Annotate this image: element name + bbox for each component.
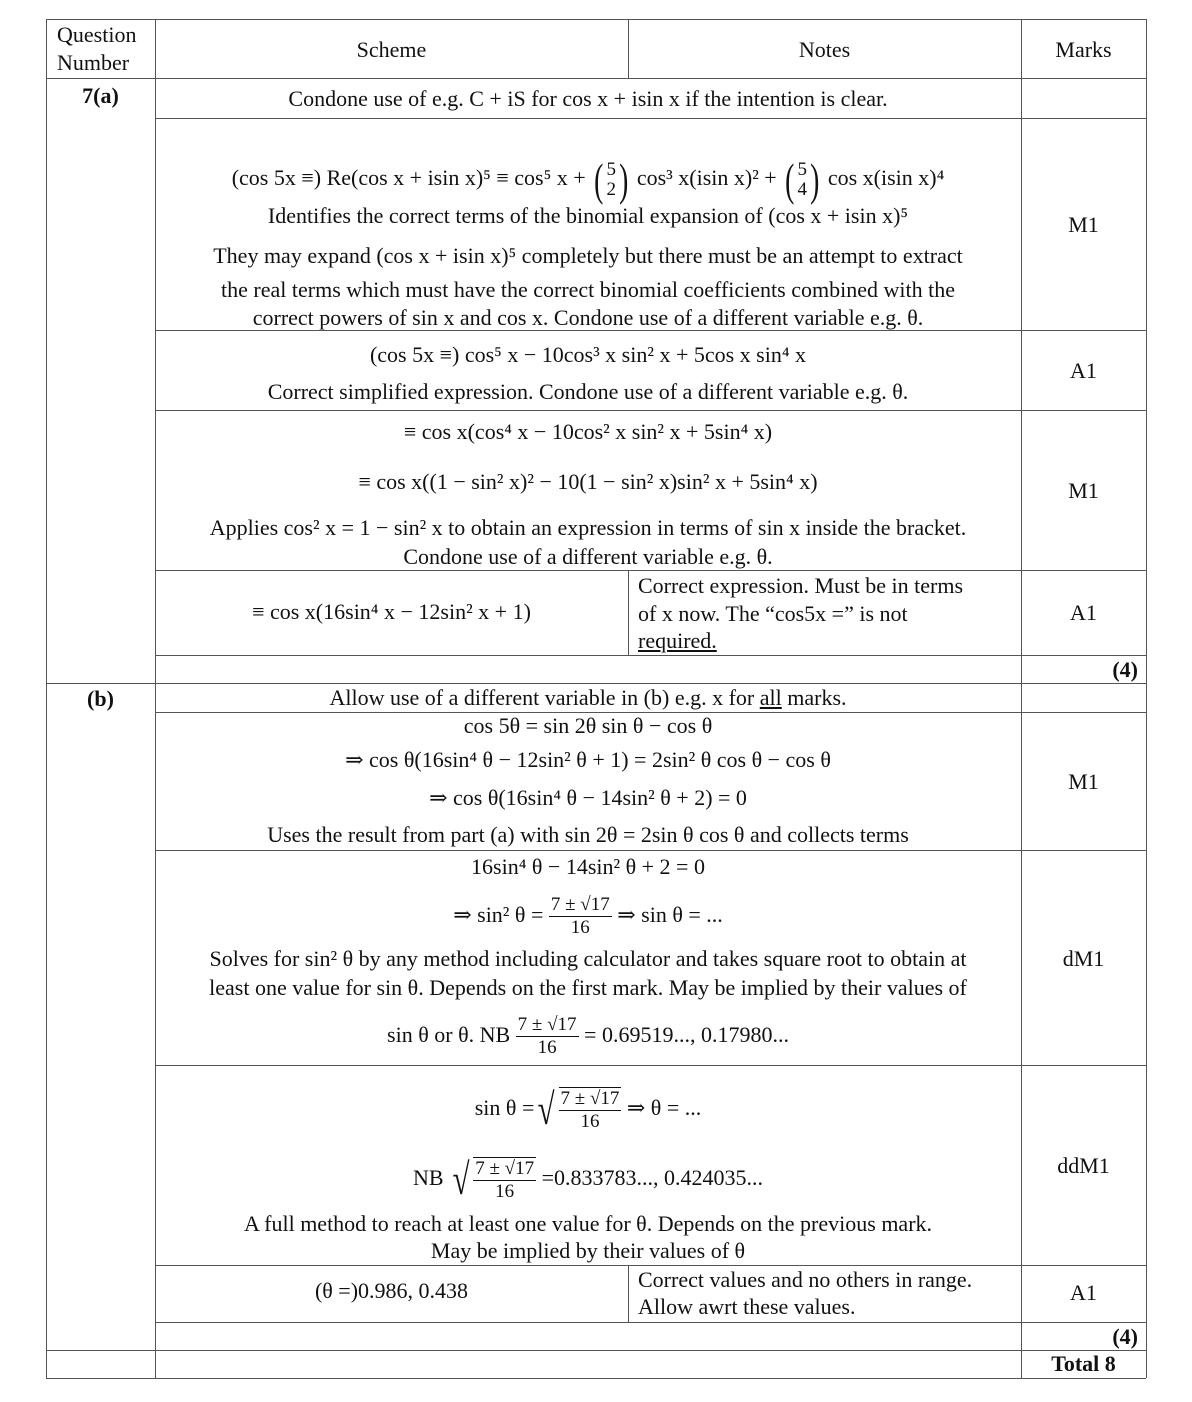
note-line: Applies cos² x = 1 − sin² x to obtain an expression in terms of sin x inside the bracket.	[209, 515, 967, 540]
header-question: Question	[57, 22, 137, 47]
mark-m1: M1	[1068, 769, 1099, 794]
note-line: Condone use of a different variable e.g. θ.	[403, 544, 773, 569]
note-line: required.	[638, 628, 717, 653]
mark-a1: A1	[1070, 600, 1097, 625]
note-line: Identifies the correct terms of the binomial expansion of (cos x + isin x)⁵	[267, 203, 909, 228]
final-expression: ≡ cos x(16sin⁴ x − 12sin² x + 1)	[252, 599, 531, 624]
nb-line: sin θ or θ. NB $\frac{7 \pm √17}{16}$ = 0.69519..., 0.17980...	[387, 1014, 789, 1059]
note-line: May be implied by their values of θ	[430, 1238, 746, 1263]
nb-line: NB √ $\frac{7 \pm √17}{16}$ =0.833783..., 0.424035...	[413, 1154, 763, 1204]
quadratic-equation: 16sin⁴ θ − 14sin² θ + 2 = 0	[471, 854, 705, 879]
allow-note: Allow use of a different variable in (b) e.g. x for all marks.	[329, 685, 847, 710]
mark-a1: A1	[1070, 1280, 1097, 1305]
expression-line: cos 5θ = sin 2θ sin θ − cos θ	[463, 713, 713, 738]
note-line: the real terms which must have the correct binomial coefficients combined with the	[221, 277, 955, 302]
mark-m1: M1	[1068, 212, 1099, 237]
expression-line: ⇒ cos θ(16sin⁴ θ − 12sin² θ + 1) = 2sin² θ cos θ − cos θ	[345, 747, 831, 772]
square-root: √ $\frac{7 \pm √17}{16}$	[537, 1084, 620, 1134]
expression-line: ≡ cos x(cos⁴ x − 10cos² x sin² x + 5sin⁴ x)	[403, 419, 773, 444]
question-b: (b)	[87, 686, 114, 711]
mark-a1: A1	[1070, 358, 1097, 383]
binomial-coefficient: ( 5 4 )	[785, 153, 820, 205]
note-line: Correct simplified expression. Condone use of a different variable e.g. θ.	[267, 379, 909, 404]
expr: (cos 5x ≡) Re(cos x + isin x)⁵ ≡ cos⁵ x +	[231, 165, 586, 190]
mark-m1: M1	[1068, 478, 1099, 503]
note-line: Allow awrt these values.	[638, 1294, 856, 1319]
final-values: (θ =)0.986, 0.438	[314, 1278, 469, 1303]
expr: cos³ x(isin x)² +	[636, 165, 777, 190]
binomial-coefficient: ( 5 2 )	[594, 153, 629, 205]
note-line: least one value for sin θ. Depends on the first mark. May be implied by their values of	[209, 975, 967, 1000]
question-7a: 7(a)	[82, 83, 119, 108]
expression-line: ⇒ cos θ(16sin⁴ θ − 14sin² θ + 2) = 0	[429, 785, 747, 810]
header-marks: Marks	[1055, 37, 1112, 62]
note-line: of x now. The “cos5x =” is not	[638, 601, 908, 626]
note-line: A full method to reach at least one value for θ. Depends on the previous mark.	[243, 1211, 933, 1236]
note-line: Correct expression. Must be in terms	[638, 573, 964, 598]
sqrt-line: sin θ = √ $\frac{7 \pm √17}{16}$ ⇒ θ = ...	[474, 1084, 702, 1134]
total: Total 8	[1051, 1351, 1116, 1376]
square-root: √ $\frac{7 \pm √17}{16}$	[452, 1154, 535, 1204]
expression-line: ≡ cos x((1 − sin² x)² − 10(1 − sin² x)sin² x + 5sin⁴ x)	[358, 469, 818, 494]
condone-note: Condone use of e.g. C + iS for cos x + isin x if the intention is clear.	[288, 86, 888, 111]
note-line: Uses the result from part (a) with sin 2θ = 2sin θ cos θ and collects terms	[267, 822, 909, 847]
mark-ddm1: ddM1	[1057, 1153, 1110, 1178]
binomial-expansion	[155, 148, 1021, 208]
note-line: Correct values and no others in range.	[638, 1267, 973, 1292]
fraction: $\frac{7 \pm √17}{16}$	[517, 1014, 577, 1059]
note-line: Solves for sin² θ by any method including calculator and takes square root to obtain at	[209, 946, 967, 971]
mark-dm1: dM1	[1062, 946, 1105, 971]
note-line: correct powers of sin x and cos x. Condone use of a different variable e.g. θ.	[252, 305, 924, 330]
note-line: They may expand (cos x + isin x)⁵ completely but there must be an attempt to extract	[213, 243, 963, 268]
subtotal: (4)	[1112, 657, 1138, 682]
subtotal: (4)	[1112, 1324, 1138, 1349]
header-scheme: Scheme	[356, 37, 427, 62]
header-notes: Notes	[798, 37, 851, 62]
expr: cos x(isin x)⁴	[827, 165, 945, 190]
solve-line: ⇒ sin² θ = $\frac{7 \pm √17}{16}$ ⇒ sin θ = ...	[453, 894, 723, 939]
header-number: Number	[57, 50, 130, 75]
fraction: $\frac{7 \pm √17}{16}$	[550, 894, 610, 939]
simplified-expression: (cos 5x ≡) cos⁵ x − 10cos³ x sin² x + 5cos x sin⁴ x	[369, 342, 807, 367]
